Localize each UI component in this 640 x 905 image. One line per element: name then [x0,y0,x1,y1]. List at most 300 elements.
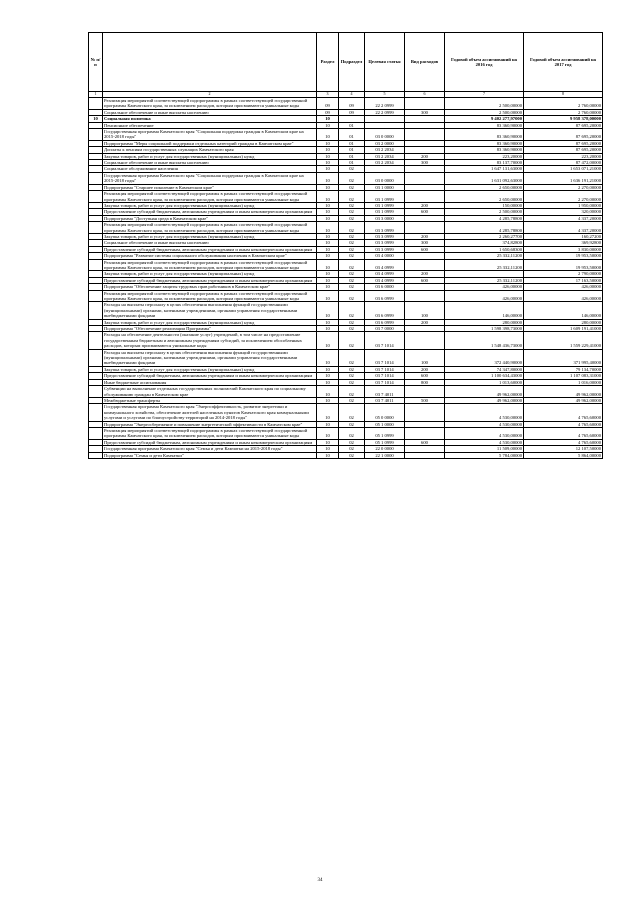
table-row [89,191,603,203]
row-number [89,129,103,141]
row-razdel: 09 [317,98,339,110]
header-name [103,33,317,92]
row-podrazdel: 02 [339,184,365,190]
row-2017: 87 695,20000 [524,140,603,146]
row-name: Реализация мероприятий соответствующей подпрограммы в рамках соответствующей государственной программы Камчатского края, за исключением расходов, которым присваиваются уникальные коды [103,222,317,234]
row-name: Социальное обеспечение и иные выплаты населению [103,160,317,166]
row-razdel: 10 [317,379,339,385]
row-razdel: 10 [317,452,339,458]
table-header-row [89,33,603,92]
row-target: 22 2 0999 [365,109,405,115]
row-podrazdel: 02 [339,446,365,452]
row-2016: 2 500,00000 [445,109,524,115]
row-2016: 374,82800 [445,240,524,246]
row-podrazdel: 02 [339,271,365,277]
row-target: 03 3 0000 [365,215,405,221]
row-podrazdel: 02 [339,246,365,252]
row-2017: 369,92800 [524,240,603,246]
row-razdel: 10 [317,427,339,439]
row-podrazdel: 09 [339,98,365,110]
row-expense-type: 100 [405,302,445,319]
row-expense-type [405,290,445,302]
row-razdel: 10 [317,122,339,128]
row-2016: 146,00000 [445,302,524,319]
row-name: Реализация мероприятий соответствующей подпрограммы в рамках соответствующей государственной программы Камчатского края, за исключением расходов, которым присваиваются уникальные коды [103,98,317,110]
row-2017: 1 609 191,41000 [524,326,603,332]
row-2017: 17 163,50000 [524,277,603,283]
row-target: 22 1 0000 [365,452,405,458]
row-2016: 25 332,11200 [445,277,524,283]
row-2017: 4 765,60000 [524,427,603,439]
row-podrazdel: 02 [339,202,365,208]
row-expense-type: 600 [405,209,445,215]
row-2016: 11 509,00000 [445,446,524,452]
header-razdel: Раздел [317,33,339,92]
row-target: 03 3 0999 [365,246,405,252]
row-razdel: 10 [317,404,339,421]
row-number [89,302,103,319]
row-name: Реализация мероприятий соответствующей подпрограммы в рамках соответствующей государственной программы Камчатского края, за исключением расходов, которым присваиваются уникальные коды [103,191,317,203]
row-expense-type: 800 [405,379,445,385]
row-razdel: 10 [317,326,339,332]
row-number [89,259,103,271]
row-name: Расходы на обеспечение деятельности (оказание услуг) учреждений, в том числе на предоставление государственным бюджетным и автономным учреждениям субсидий, за исключением обособленных расходов, которым присваиваются уникальные коды [103,332,317,349]
row-podrazdel: 02 [339,421,365,427]
row-razdel: 10 [317,332,339,349]
row-name: Подпрограмма "Доступная среда в Камчатском крае" [103,215,317,221]
row-razdel: 10 [317,209,339,215]
row-2016: 4 285,78800 [445,215,524,221]
row-2017: 2 790,00000 [524,271,603,277]
row-razdel: 10 [317,253,339,259]
row-2016: 2 650,00000 [445,184,524,190]
row-2016: 280,00000 [445,319,524,325]
row-expense-type: 100 [405,349,445,366]
row-2016: 4 530,00000 [445,421,524,427]
row-target: 03 2 0000 [365,140,405,146]
row-name: Государственная программа Камчатского края "Социальная поддержка граждан в Камчатском крае на 2015-2018 годы" [103,172,317,184]
row-2017: 1 950,00000 [524,202,603,208]
row-2017: 1 559 229,41000 [524,332,603,349]
row-podrazdel: 02 [339,332,365,349]
col-number: 8 [524,92,603,98]
row-razdel: 10 [317,172,339,184]
row-name: Подпрограмма "Старшее поколение в Камчатском крае" [103,184,317,190]
row-expense-type: 200 [405,271,445,277]
row-name: Предоставление субсидий бюджетным, автономным учреждениям и иным некоммерческим организациям [103,439,317,445]
row-2016: 83 360,90000 [445,147,524,153]
row-expense-type [405,172,445,184]
row-2016: 223,20000 [445,153,524,159]
row-2017: 1 636 191,21000 [524,172,603,184]
row-number: 10 [89,116,103,122]
row-razdel: 10 [317,302,339,319]
row-number [89,191,103,203]
col-number: 2 [103,92,317,98]
row-expense-type [405,332,445,349]
table-row [89,172,603,184]
row-2017: 87 695,20000 [524,129,603,141]
table-row [89,222,603,234]
row-podrazdel: 02 [339,284,365,290]
row-target: 05 0 0000 [365,404,405,421]
row-podrazdel: 02 [339,397,365,403]
row-razdel: 10 [317,284,339,290]
row-target: 03 3 0999 [365,240,405,246]
row-expense-type: 200 [405,153,445,159]
row-name: Расходы на выплаты персоналу в целях обеспечения выполнения функций государственными (муниципальными) органами, казенными учреждениями, органами управления государственными внебюджетными фондами [103,302,317,319]
row-name: Реализация мероприятий соответствующей подпрограммы в рамках соответствующей государственной программы Камчатского края, за исключением расходов, которым присваиваются уникальные коды [103,427,317,439]
row-2017: 280,00000 [524,319,603,325]
row-expense-type: 600 [405,246,445,252]
row-razdel: 10 [317,386,339,398]
row-2017: 19 953,50000 [524,259,603,271]
row-expense-type: 200 [405,319,445,325]
header-2016: Годовой объем ассигнований на 2016 год [445,33,524,92]
table-row [89,98,603,110]
row-expense-type [405,404,445,421]
row-target: 22 0 0000 [365,446,405,452]
row-2016: 1 647 131,63000 [445,166,524,172]
row-2016: 25 332,11200 [445,253,524,259]
row-2017: 1 107 083,31000 [524,373,603,379]
row-2016: 9 402 277,97000 [445,116,524,122]
row-target: 03 7 1014 [365,379,405,385]
row-name: Подпрограмма "Обеспечение защиты трудовых прав работников в Камчатском крае" [103,284,317,290]
row-name: Государственная программа Камчатского края "Энергоэффективность, развитие энергетики и коммунального хозяйства, обеспечение жителей населенных пунктов Камчатского края коммунальными услугами и услугами по благоустройству территорий на 2014-2018 годы" [103,404,317,421]
row-name: Реализация мероприятий соответствующей подпрограммы в рамках соответствующей государственной программы Камчатского края, за исключением расходов, которым присваиваются уникальные коды [103,259,317,271]
budget-table [88,32,603,459]
row-target: 03 6 0999 [365,319,405,325]
row-target: 03 4 0999 [365,259,405,271]
row-target: 03 7 1014 [365,349,405,366]
row-expense-type: 600 [405,373,445,379]
row-podrazdel: 02 [339,439,365,445]
row-2017: 2 270,00000 [524,191,603,203]
row-podrazdel: 02 [339,386,365,398]
row-2016: 1 650,68300 [445,246,524,252]
row-2017: 49 962,00000 [524,397,603,403]
row-target: 03 2 2034 [365,160,405,166]
row-razdel: 10 [317,421,339,427]
row-podrazdel: 02 [339,366,365,372]
row-target: 05 1 0999 [365,439,405,445]
header-2017: Годовой объем ассигнований на 2017 год [524,33,603,92]
row-2016: 25 332,11200 [445,259,524,271]
row-name: Межбюджетные трансферты [103,397,317,403]
row-expense-type [405,386,445,398]
row-target: 03 2 2034 [365,147,405,153]
row-podrazdel: 02 [339,326,365,332]
row-name: Предоставление субсидий бюджетным, автономным учреждениям и иным некоммерческим организациям [103,209,317,215]
row-2016: 83 137,70000 [445,160,524,166]
header-target: Целевая статья [365,33,405,92]
row-name: Государственная программа Камчатского края "Социальная поддержка граждан в Камчатском крае на 2015-2018 годы" [103,129,317,141]
row-expense-type: 500 [405,397,445,403]
row-razdel: 10 [317,397,339,403]
row-razdel: 10 [317,116,339,122]
table-row [89,386,603,398]
row-razdel: 10 [317,222,339,234]
row-target: 03 4 0999 [365,271,405,277]
row-podrazdel: 02 [339,259,365,271]
row-razdel: 10 [317,290,339,302]
row-number [89,452,103,458]
row-2017: 87 695,20000 [524,122,603,128]
table-row [89,332,603,349]
row-2017: 12 107,50000 [524,446,603,452]
row-podrazdel: 02 [339,233,365,239]
row-podrazdel: 02 [339,290,365,302]
row-razdel: 10 [317,349,339,366]
row-podrazdel: 02 [339,191,365,203]
row-expense-type: 200 [405,202,445,208]
row-2017: 19 953,50000 [524,253,603,259]
row-2016: 74 347,80000 [445,366,524,372]
row-2016: 1 598 398,73000 [445,326,524,332]
table-row [89,349,603,366]
row-2017: 87 472,00000 [524,160,603,166]
col-number: 4 [339,92,365,98]
row-target: 03 6 0999 [365,302,405,319]
row-razdel: 10 [317,277,339,283]
row-name: Социальное обеспечение и иные выплаты населению [103,109,317,115]
row-target: 03 7 0000 [365,326,405,332]
row-2016: 49 962,00000 [445,386,524,398]
row-2016: 426,00000 [445,290,524,302]
row-podrazdel: 02 [339,215,365,221]
row-expense-type: 600 [405,277,445,283]
row-name: Подпрограмма "Энергосбережение и повышение энергетической эффективности в Камчатском крае" [103,421,317,427]
row-2017: 146,00000 [524,302,603,319]
row-target: 03 7 1014 [365,366,405,372]
row-razdel: 09 [317,109,339,115]
row-2017: 5 864,00000 [524,452,603,458]
row-expense-type [405,129,445,141]
row-name: Государственная программа Камчатского края "Семья и дети Камчатки на 2015-2018 годы" [103,446,317,452]
row-razdel: 10 [317,319,339,325]
row-name: Закупка товаров, работ и услуг для государственных (муниципальных) нужд [103,153,317,159]
row-name: Закупка товаров, работ и услуг для государственных (муниципальных) нужд [103,319,317,325]
row-razdel: 10 [317,153,339,159]
row-2017: 223,20000 [524,153,603,159]
row-name: Социальное обслуживание населения [103,166,317,172]
row-target: 22 2 0999 [365,98,405,110]
row-2017: 1 653 071,21000 [524,166,603,172]
header-expense-type: Вид расходов [405,33,445,92]
row-expense-type [405,452,445,458]
row-razdel: 10 [317,233,339,239]
row-2017: 4 765,60000 [524,404,603,421]
row-name: Расходы на выплаты персоналу в целях обеспечения выполнения функций государственными (муниципальными) органами, казенными учреждениями, органами управления государственными внебюджетными фондами [103,349,317,366]
row-podrazdel: 01 [339,140,365,146]
row-number [89,386,103,398]
col-number: 7 [445,92,524,98]
col-number: 1 [89,92,103,98]
row-name: Подпрограмма "Семья и дети Камчатки" [103,452,317,458]
row-podrazdel: 01 [339,122,365,128]
row-podrazdel: 02 [339,349,365,366]
row-2017: 320,00000 [524,209,603,215]
row-razdel: 10 [317,373,339,379]
row-number [89,404,103,421]
row-expense-type: 300 [405,240,445,246]
row-expense-type [405,222,445,234]
row-podrazdel: 02 [339,253,365,259]
row-2016: 5 784,00000 [445,452,524,458]
row-name: Иные бюджетные ассигнования [103,379,317,385]
row-target: 03 7 4011 [365,386,405,398]
row-target: 03 7 1014 [365,373,405,379]
row-target: 03 1 0999 [365,202,405,208]
row-2017: 160,27200 [524,233,603,239]
row-name: Закупка товаров, работ и услуг для государственных (муниципальных) нужд [103,202,317,208]
row-target: 03 0 0000 [365,129,405,141]
row-razdel: 10 [317,271,339,277]
row-podrazdel: 02 [339,404,365,421]
row-name: Предоставление субсидий бюджетным, автономным учреждениям и иным некоммерческим организациям [103,373,317,379]
row-expense-type [405,259,445,271]
row-razdel: 10 [317,366,339,372]
row-2016: 2 650,00000 [445,191,524,203]
row-expense-type [405,98,445,110]
row-podrazdel: 02 [339,172,365,184]
row-2017: 87 695,20000 [524,147,603,153]
row-2016: 372 440,90000 [445,349,524,366]
row-razdel: 10 [317,129,339,141]
row-2017: 1 016,00000 [524,379,603,385]
row-2016: 1 631 092,63000 [445,172,524,184]
row-target: 03 3 0999 [365,222,405,234]
row-name: Подпрограмма "Развитие системы социального обслуживания населения в Камчатском крае" [103,253,317,259]
row-2016: 4 530,00000 [445,439,524,445]
row-name: Предоставление субсидий бюджетным, автономным учреждениям и иным некоммерческим организациям [103,246,317,252]
row-number [89,172,103,184]
row-target: 03 0 0000 [365,172,405,184]
col-number: 5 [365,92,405,98]
row-2017: 4 765,60000 [524,421,603,427]
row-target: 05 1 0999 [365,427,405,439]
row-razdel: 10 [317,140,339,146]
row-target: 03 7 4011 [365,397,405,403]
row-2017: 426,00000 [524,290,603,302]
row-expense-type [405,191,445,203]
row-target: 03 3 0999 [365,233,405,239]
row-razdel: 10 [317,439,339,445]
row-podrazdel: 09 [339,109,365,115]
row-razdel: 10 [317,147,339,153]
row-expense-type [405,427,445,439]
row-razdel: 10 [317,166,339,172]
row-2017: 3 830,00000 [524,246,603,252]
row-podrazdel: 01 [339,129,365,141]
row-2016: 1 548 436,73000 [445,332,524,349]
table-row [89,302,603,319]
row-razdel: 10 [317,446,339,452]
row-razdel: 10 [317,246,339,252]
table-row [89,427,603,439]
row-2016: 2 260,27700 [445,233,524,239]
row-podrazdel: 02 [339,209,365,215]
row-number [89,427,103,439]
table-row [89,290,603,302]
row-name: Реализация мероприятий соответствующей подпрограммы в рамках соответствующей государственной программы Камчатского края, за исключением расходов, которым присваиваются уникальные коды [103,290,317,302]
row-podrazdel: 02 [339,277,365,283]
row-expense-type: 600 [405,439,445,445]
row-expense-type: 300 [405,160,445,166]
row-2016: 150,00000 [445,202,524,208]
row-name: Пенсионное обеспечение [103,122,317,128]
row-name: Доплаты к пенсиям государственных служащих Камчатского края [103,147,317,153]
row-number [89,290,103,302]
row-name: Подпрограмма "Меры социальной поддержки отдельных категорий граждан в Камчатском крае" [103,140,317,146]
row-2016: 83 360,90000 [445,129,524,141]
row-podrazdel: 02 [339,240,365,246]
row-2016: 4 530,00000 [445,404,524,421]
row-name: Закупка товаров, работ и услуг для государственных (муниципальных) нужд [103,271,317,277]
row-podrazdel: 02 [339,452,365,458]
row-number [89,98,103,110]
row-2017: 79 134,70000 [524,366,603,372]
row-2017: 49 962,00000 [524,386,603,398]
table-row [89,259,603,271]
row-name: Предоставление субсидий бюджетным, автономным учреждениям и иным некоммерческим организациям [103,277,317,283]
col-number: 6 [405,92,445,98]
row-podrazdel: 02 [339,373,365,379]
row-podrazdel: 01 [339,153,365,159]
row-2017: 4 337,20000 [524,215,603,221]
row-podrazdel: 02 [339,427,365,439]
row-razdel: 10 [317,259,339,271]
row-number [89,349,103,366]
row-2016: 4 285,78800 [445,222,524,234]
row-target: 03 7 1014 [365,332,405,349]
row-2016: 426,00000 [445,284,524,290]
row-2016: 1 013,60000 [445,379,524,385]
table-body [89,98,603,459]
row-name: Закупка товаров, работ и услуг для государственных (муниципальных) нужд [103,366,317,372]
row-razdel: 10 [317,202,339,208]
row-podrazdel: 02 [339,222,365,234]
row-target: 03 1 0999 [365,209,405,215]
row-podrazdel: 02 [339,379,365,385]
row-2017: 426,00000 [524,284,603,290]
row-2017: 9 958 378,00000 [524,116,603,122]
row-razdel: 10 [317,240,339,246]
row-2016: 1 100 634,43000 [445,373,524,379]
row-name: Подпрограмма "Обеспечение реализации Программы" [103,326,317,332]
row-expense-type: 200 [405,233,445,239]
row-expense-type: 300 [405,109,445,115]
row-2017: 4 337,20000 [524,222,603,234]
row-2016: 2 500,00000 [445,209,524,215]
row-2017: 2 760,00000 [524,109,603,115]
table-row [89,404,603,421]
row-2017: 4 765,60000 [524,439,603,445]
row-number [89,222,103,234]
row-name: Закупка товаров, работ и услуг для государственных (муниципальных) нужд [103,233,317,239]
row-razdel: 10 [317,160,339,166]
table-row [89,129,603,141]
page-number: 34 [317,878,323,883]
row-target: 03 1 0999 [365,191,405,203]
row-target: 03 6 0999 [365,290,405,302]
row-2016: 83 360,90000 [445,122,524,128]
table-row [89,452,603,458]
row-razdel: 10 [317,215,339,221]
row-target: 05 1 0000 [365,421,405,427]
row-2016: 83 360,90000 [445,140,524,146]
